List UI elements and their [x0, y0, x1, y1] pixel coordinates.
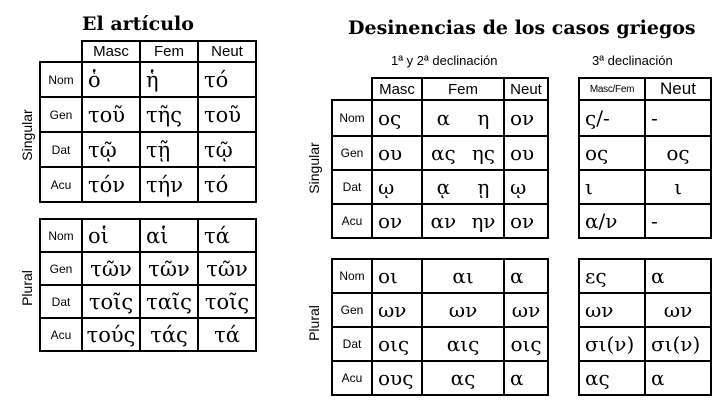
ending-cell: ου — [372, 136, 422, 170]
article-cell: ἡ — [140, 62, 198, 97]
ending-cell: ον — [372, 204, 422, 238]
article-cell: τοῦ — [198, 97, 256, 132]
ending-cell: α — [645, 259, 711, 293]
case-dat: Dat — [40, 285, 82, 318]
ending-cell: ων — [372, 293, 422, 327]
article-cell: αἱ — [140, 219, 198, 252]
case-nom: Nom — [40, 62, 82, 97]
corner-cell — [332, 78, 372, 100]
article-cell: τῷ — [82, 132, 140, 167]
ending-cell: ων — [504, 293, 548, 327]
ending-cell: οι — [372, 259, 422, 293]
endings-title: Desinencias de los casos griegos — [348, 17, 696, 39]
article-cell: τοῖς — [198, 285, 256, 318]
case-dat: Dat — [40, 132, 82, 167]
ending-cell: ος — [372, 100, 422, 136]
case-acu: Acu — [332, 361, 372, 395]
ending-cell: α — [645, 361, 711, 395]
ending-cell: η — [477, 106, 490, 130]
article-plural-label: Plural — [19, 270, 35, 306]
ending-cell: αν — [430, 209, 457, 233]
article-cell: τό — [198, 167, 256, 202]
article-singular-table — [39, 40, 257, 203]
article-cell: τῆς — [140, 97, 198, 132]
case-acu: Acu — [40, 167, 82, 202]
case-nom: Nom — [332, 259, 372, 293]
header-neut: Neut — [198, 41, 256, 62]
ending-cell: ι — [579, 170, 645, 204]
ending-cell: ων — [645, 293, 711, 327]
case-gen: Gen — [40, 97, 82, 132]
case-nom: Nom — [40, 219, 82, 252]
ending-cell: ας — [422, 361, 504, 395]
article-cell: τοῦ — [82, 97, 140, 132]
case-gen: Gen — [40, 252, 82, 285]
header-masc: Masc — [82, 41, 140, 62]
ending-cell: α/ν — [579, 204, 645, 238]
ending-cell: ῳ — [504, 170, 548, 204]
third-declension-label: 3ª declinación — [592, 53, 673, 68]
ending-cell: ην — [471, 209, 496, 233]
article-cell: ταῖς — [140, 285, 198, 318]
article-cell: τῶν — [140, 252, 198, 285]
article-cell: τά — [198, 219, 256, 252]
article-plural-table — [39, 218, 257, 352]
case-gen: Gen — [332, 136, 372, 170]
decl3-plural-table — [578, 258, 712, 396]
ending-cell: α — [504, 361, 548, 395]
ending-cell: αι — [422, 259, 504, 293]
article-cell: τάς — [140, 318, 198, 351]
ending-cell: ᾳ — [436, 175, 451, 199]
header-neut: Neut — [645, 78, 711, 100]
ending-cell: ης — [471, 141, 495, 165]
ending-cell: ες — [579, 259, 645, 293]
ending-cell: αις — [422, 327, 504, 361]
case-gen: Gen — [332, 293, 372, 327]
case-acu: Acu — [332, 204, 372, 238]
ending-cell: ου — [504, 136, 548, 170]
ending-cell: ους — [372, 361, 422, 395]
ending-cell: σι(ν) — [579, 327, 645, 361]
article-cell: τό — [198, 62, 256, 97]
ending-cell: ων — [422, 293, 504, 327]
endings-singular-label: Singular — [306, 142, 322, 194]
header-neut: Neut — [504, 78, 548, 100]
ending-cell: - — [645, 204, 711, 238]
header-fem: Fem — [140, 41, 198, 62]
article-title: El artículo — [82, 13, 194, 35]
article-cell: τά — [198, 318, 256, 351]
decl12-singular-table — [331, 77, 549, 239]
article-cell: τοῖς — [82, 285, 140, 318]
ending-cell: ῃ — [477, 175, 490, 199]
ending-cell: ς/- — [579, 100, 645, 136]
article-cell: τόν — [82, 167, 140, 202]
case-nom: Nom — [332, 100, 372, 136]
ending-cell: α — [504, 259, 548, 293]
ending-cell: ος — [579, 136, 645, 170]
header-masc-fem: Masc/Fem — [579, 78, 645, 100]
corner-cell — [40, 41, 82, 62]
endings-plural-label: Plural — [306, 305, 322, 341]
ending-cell: οις — [372, 327, 422, 361]
case-dat: Dat — [332, 327, 372, 361]
ending-cell: ι — [645, 170, 711, 204]
decl3-singular-table — [578, 77, 712, 239]
decl12-plural-table — [331, 258, 549, 396]
ending-cell: ῳ — [372, 170, 422, 204]
ending-cell: - — [645, 100, 711, 136]
article-singular-label: Singular — [19, 109, 35, 161]
article-cell: τούς — [82, 318, 140, 351]
ending-cell: α — [436, 106, 451, 130]
ending-cell: σι(ν) — [645, 327, 711, 361]
article-cell: τῶν — [82, 252, 140, 285]
ending-cell: ας — [431, 141, 456, 165]
article-cell: τῶν — [198, 252, 256, 285]
ending-cell: ον — [504, 204, 548, 238]
case-dat: Dat — [332, 170, 372, 204]
article-cell: οἱ — [82, 219, 140, 252]
header-fem: Fem — [422, 78, 504, 100]
ending-cell: ας — [579, 361, 645, 395]
case-acu: Acu — [40, 318, 82, 351]
first-second-declension-label: 1ª y 2ª declinación — [391, 53, 498, 68]
ending-cell: ος — [645, 136, 711, 170]
article-cell: τῷ — [198, 132, 256, 167]
ending-cell: ων — [579, 293, 645, 327]
ending-cell: ον — [504, 100, 548, 136]
article-cell: ὁ — [82, 62, 140, 97]
header-masc: Masc — [372, 78, 422, 100]
ending-cell: οις — [504, 327, 548, 361]
article-cell: τῇ — [140, 132, 198, 167]
article-cell: τήν — [140, 167, 198, 202]
